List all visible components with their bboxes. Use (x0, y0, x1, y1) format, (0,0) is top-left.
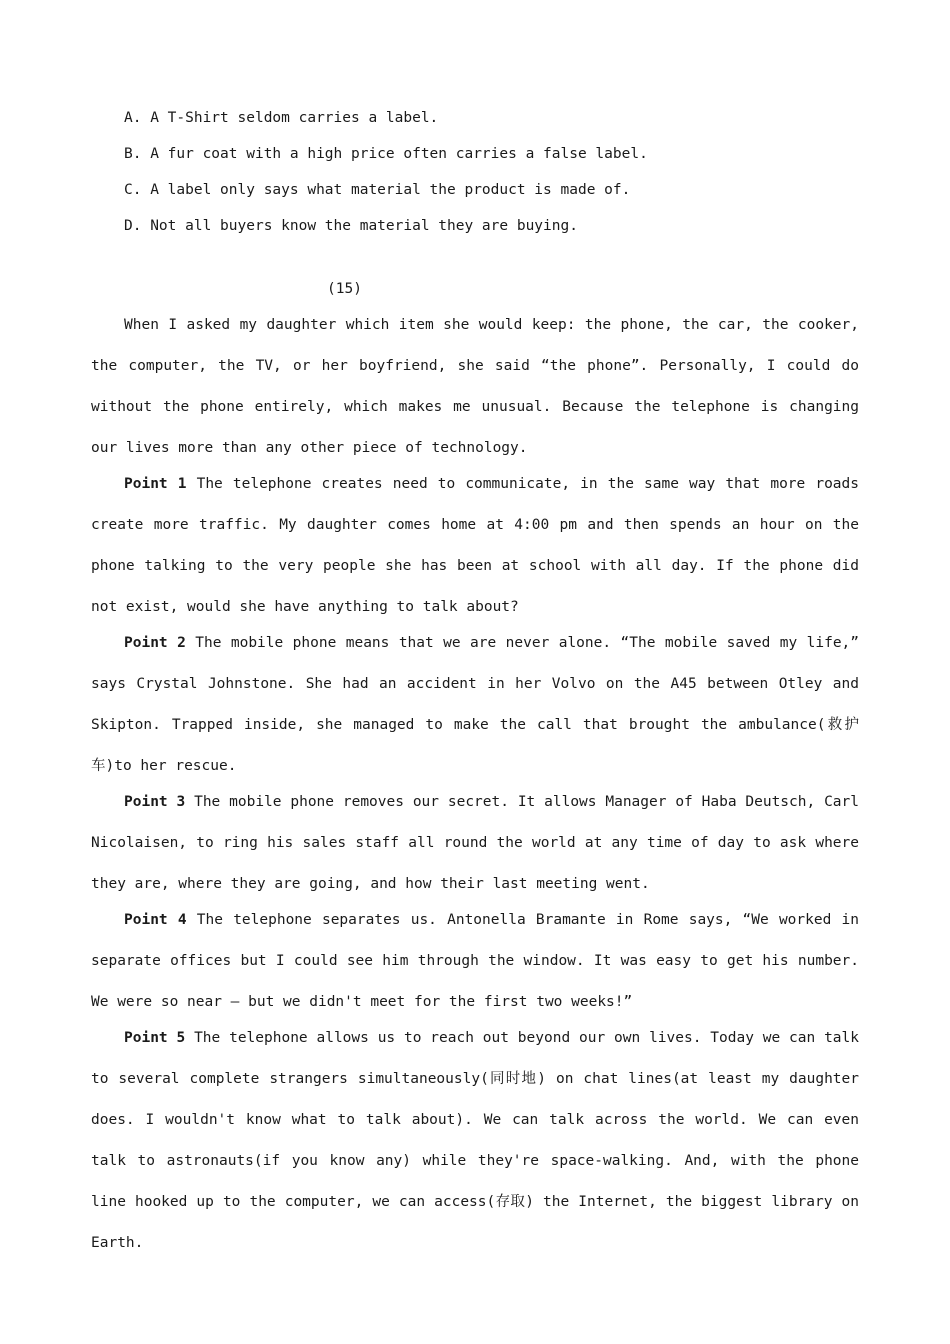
option-letter: B. (124, 146, 142, 162)
option-text: A label only says what material the product is made of. (150, 182, 631, 198)
option-b (124, 136, 648, 172)
point-text: The mobile phone removes our secret. It allows Manager of Haba Deutsch, Carl Nicolaisen, to ring his sales staff all round the world at any time of day to ask where they are, where they are going, and how their last meeting went. (91, 794, 860, 892)
point-label: Point 2 (124, 635, 186, 651)
point-label: Point 3 (124, 794, 186, 810)
point-paragraph-2 (91, 623, 859, 787)
point-label: Point 4 (124, 912, 187, 928)
passage-number: (15) (327, 281, 362, 297)
option-letter: C. (124, 182, 142, 198)
option-text: A T-Shirt seldom carries a label. (150, 110, 439, 126)
option-d (124, 208, 648, 244)
option-letter: D. (124, 218, 142, 234)
article-body (91, 305, 859, 1259)
option-text: A fur coat with a high price often carries a false label. (150, 146, 648, 162)
point-paragraph-3 (91, 782, 859, 905)
point-paragraph-5 (91, 1018, 859, 1264)
option-c (124, 172, 648, 208)
option-text: Not all buyers know the material they are buying. (150, 218, 578, 234)
intro-paragraph: When I asked my daughter which item she would keep: the phone, the car, the cooker, the computer, the TV, or her boyfriend, she said “the phone”. Personally, I could do without the phone entirely, which makes me unusual. Because the telephone is changing our lives more than any other piece of technology. (91, 317, 859, 456)
point-text: The telephone creates need to communicate, in the same way that more roads create more traffic. My daughter comes home at 4:00 pm and then spends an hour on the phone talking to the very people she has been at school with all day. If the phone did not exist, would she have anything to talk about? (91, 476, 860, 615)
point-text: The telephone allows us to reach out beyond our own lives. Today we can talk to several complete strangers simultaneously(同时地) on chat lines(at least my daughter does. I wouldn't know what to talk about). We can talk across the world. We can even talk to astronauts(if you know any) while they're space-walking. And, with the phone line hooked up to the computer, we can access(存取) the Internet, the biggest library on Earth. (91, 1030, 859, 1251)
point-text: The mobile phone means that we are never alone. “The mobile saved my life,” says Crystal Johnstone. She had an accident in her Volvo on the A45 between Otley and Skipton. Trapped inside, she managed to make the call that brought the ambulance(救护车)to her rescue. (91, 635, 860, 774)
point-label: Point 5 (124, 1030, 186, 1046)
point-label: Point 1 (124, 476, 187, 492)
point-text: The telephone separates us. Antonella Bramante in Rome says, “We worked in separate offices but I could see him through the window. It was easy to get his number. We were so near — but we didn't meet for the first two weeks!” (91, 912, 859, 1010)
point-paragraph-1 (91, 464, 859, 628)
option-letter: A. (124, 110, 142, 126)
answer-options (124, 100, 648, 244)
option-a (124, 100, 648, 136)
point-paragraph-4 (91, 900, 859, 1023)
